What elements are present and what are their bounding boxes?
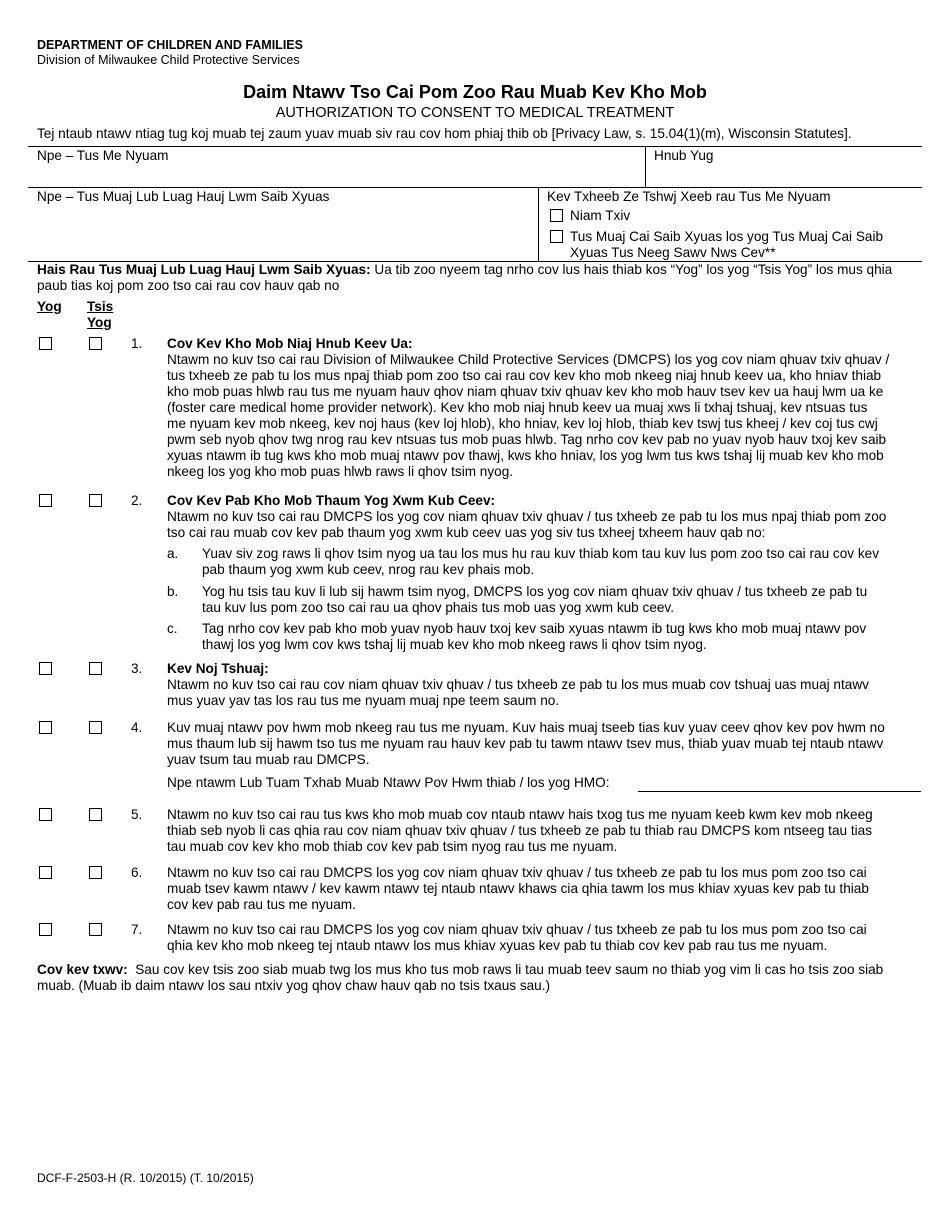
item-3-yes-checkbox[interactable] xyxy=(39,662,52,675)
form-id: DCF-F-2503-H (R. 10/2015) (T. 10/2015) xyxy=(37,1171,254,1185)
item-4-text xyxy=(167,720,912,768)
item-2-number: 2. xyxy=(131,493,143,508)
item-2-no-checkbox[interactable] xyxy=(89,494,102,507)
text-line: Ntawm no kuv tso cai rau DMCPS los yog cov niam qhuav txiv qhuav / tus txheeb ze pab tu los mus pom zoo tso cai xyxy=(167,865,867,880)
restrictions-line-1 xyxy=(37,962,917,978)
item-4-no-checkbox[interactable] xyxy=(89,721,102,734)
item-2a-text xyxy=(202,546,914,578)
item-2a-letter: a. xyxy=(167,546,179,561)
item-3-no-checkbox[interactable] xyxy=(89,662,102,675)
insurer-line xyxy=(638,791,921,792)
caseworker-name-field[interactable] xyxy=(46,206,532,256)
text-line: mus yuav yav tas los rau tus me nyuam muaj npe teem saum no. xyxy=(167,693,560,708)
item-7-yes-checkbox[interactable] xyxy=(39,923,52,936)
yes-column-header: Yog xyxy=(37,299,62,314)
text-line: pwm seb nyob qhov twg nrog rau kev ntsuas tus mob puas hlwb. Tag nrho cov kev pab no yuav nyob hauv txoj kev saib xyxy=(167,432,887,447)
restrictions-lead: Cov kev txwv: xyxy=(37,962,128,977)
text-line: (foster care medical home provider network). Kev kho mob niaj hnub keev ua muaj xws li txhaj tshuaj, kev ntsuas tus xyxy=(167,400,868,415)
form-title: Daim Ntawv Tso Cai Pom Zoo Rau Muab Kev Kho Mob xyxy=(243,82,707,102)
text-line: muab tsev kawm ntawv / kev kawm ntawv tej ntaub ntawv khaws cia qhia tawm los mus khiav xyuas kev pab tu thiab xyxy=(167,881,869,896)
item-2-text xyxy=(167,509,912,541)
text-line: tso cai rau muab cov kev pab thaum yog xwm kub ceev uas yog siv tus txheej txheem hauv qab no: xyxy=(167,525,766,540)
item-3-heading: Kev Noj Tshuaj: xyxy=(167,661,269,676)
insurer-label: Npe ntawm Lub Tuam Txhab Muab Ntawv Pov Hwm thiab / los yog HMO: xyxy=(167,775,610,790)
text-line: Kuv muaj ntawv pov hwm mob nkeeg rau tus me nyuam. Kuv hais muaj tseeb tias kuv yuav ceev qhov kev pov hwm no xyxy=(167,720,885,735)
item-5-text xyxy=(167,807,912,855)
text-line: qhia kev kho mob nkeeg tej ntaub ntawv los mus khiav xyuas kev pab tu thiab cov kev pab rau tus me nyuam. xyxy=(167,938,828,953)
item-1-number: 1. xyxy=(131,336,143,351)
text-line: Ntawm no kuv tso cai rau Division of Milwaukee Child Protective Services (DMCPS) los yog cov niam qhuav txiv qhuav / xyxy=(167,352,890,367)
text-line: xyuas ntawm ib tug kws kho mob muaj ntawv pov thawj, kws kho hniav, los yog lwm tus kws tshaj lij muab kev kho mob xyxy=(167,448,884,463)
no-column-header-line1: Tsis xyxy=(87,299,114,314)
text-line: tau muab cov kev kho mob thiab cov kev pab tsim nyog rau tus me nyuam. xyxy=(167,839,618,854)
text-line: pab thaum yog xwm kub ceev, nrog rau kev phais mob. xyxy=(202,562,535,577)
legal-status-label: Kev Txheeb Ze Tshwj Xeeb rau Tus Me Nyuam xyxy=(547,189,831,204)
item-3-text xyxy=(167,677,912,709)
restrictions-text: Sau cov kev tsis zoo siab muab twg los mus kho tus mob raws li tau muab teev saum no thiab yog vim li cas ho tsis zoo siab xyxy=(135,962,884,977)
text-line: cov kev pab rau tus me nyuam. xyxy=(167,897,356,912)
item-7-no-checkbox[interactable] xyxy=(89,923,102,936)
text-line: Ntawm no kuv tso cai rau DMCPS los yog cov niam qhuav txiv qhuav / tus txheeb ze pab tu los mus npaj thiab pom zoo xyxy=(167,509,887,524)
guardian-checkbox[interactable] xyxy=(550,230,563,243)
text-line: tau kuv lus pom zoo tso cai rau ua qhov phais tus mob uas yog xwm kub ceev. xyxy=(202,600,674,615)
item-6-yes-checkbox[interactable] xyxy=(39,866,52,879)
restrictions-line-2: muab. (Muab ib daim ntawv los sau ntxiv yog qhov chaw hauv qab no tsis txaus sau.) xyxy=(37,978,551,993)
guardian-option-label: Tus Muaj Cai Saib Xyuas los yog Tus Muaj Cai Saib Xyuas Tus Neeg Sawv Nws Cev** xyxy=(570,229,884,260)
birth-date-label: Hnub Yug xyxy=(654,148,714,163)
restrictions-note xyxy=(37,962,917,994)
caseworker-name-label: Npe – Tus Muaj Lub Luag Hauj Lwm Saib Xyuas xyxy=(37,189,330,204)
text-line: Ntawm no kuv tso cai rau cov niam qhuav txiv qhuav / tus txheeb ze pab tu los mus muab cov tshuaj uas muaj ntawv xyxy=(167,677,869,692)
item-7-number: 7. xyxy=(131,922,143,937)
division-name: Division of Milwaukee Child Protective Services xyxy=(37,53,300,67)
item-3-number: 3. xyxy=(131,661,143,676)
item-5-number: 5. xyxy=(131,807,143,822)
item-7-text xyxy=(167,922,912,954)
privacy-notice: Tej ntaub ntawv ntiag tug koj muab tej zaum yuav muab siv rau cov hom phiaj thib ob [Privacy Law, s. 15.04(1)(m), Wisconsin Statutes]. xyxy=(37,126,852,141)
birth-date-field[interactable] xyxy=(654,164,916,184)
item-5-no-checkbox[interactable] xyxy=(89,808,102,821)
item-6-no-checkbox[interactable] xyxy=(89,866,102,879)
text-line: Yog hu tsis tau kuv li lub sij hawm tsim nyog, DMCPS los yog cov niam qhuav txiv qhuav / tus txheeb ze pab tu xyxy=(202,584,868,599)
text-line: tus txheeb ze pab tu los mus npaj thiab pom zoo tso cai rau cov kev kho mob nkeeg niaj hnub keev ua, kho hniav thiab xyxy=(167,368,882,383)
form-subtitle: AUTHORIZATION TO CONSENT TO MEDICAL TREATMENT xyxy=(275,105,675,121)
item-4-number: 4. xyxy=(131,720,143,735)
text-line: thawj los yog lwm cov kws tshaj lij muab kev kho mob nkeeg raws li qhov tsim nyog. xyxy=(202,637,707,652)
text-line: me nyuam kev mob nkeeg, kev noj haus (kev loj hlob), kho hniav, kev loj hlob, thiab kev tswj tus kheej / kev coj tus cwj xyxy=(167,416,878,431)
text-line: Yuav siv zog raws li qhov tsim nyog ua tau los mus hu rau kuv thiab kom tau kuv lus pom zoo tso cai rau cov kev xyxy=(202,546,879,561)
item-2c-text xyxy=(202,621,914,653)
item-1-text xyxy=(167,352,912,480)
item-2-heading: Cov Kev Pab Kho Mob Thaum Yog Xwm Kub Ceev: xyxy=(167,493,496,508)
text-line: Ntawm no kuv tso cai rau DMCPS los yog cov niam qhuav txiv qhuav / tus txheeb ze pab tu los mus pom zoo tso cai xyxy=(167,922,867,937)
parent-checkbox[interactable] xyxy=(550,209,563,222)
text-line: Tag nrho cov kev pab kho mob yuav nyob hauv txoj kev saib xyuas ntawm ib tug kws kho mob muaj ntawv pov xyxy=(202,621,867,636)
instructions-lead: Hais Rau Tus Muaj Lub Luag Hauj Lwm Saib Xyuas: xyxy=(37,262,371,277)
child-name-label: Npe – Tus Me Nyuam xyxy=(37,148,169,163)
item-2c-letter: c. xyxy=(167,621,178,636)
item-2b-letter: b. xyxy=(167,584,179,599)
item-2-yes-checkbox[interactable] xyxy=(39,494,52,507)
text-line: Ntawm no kuv tso cai rau tus kws kho mob muab cov ntaub ntawv hais txog tus me nyuam keeb kwm kev mob nkeeg xyxy=(167,807,873,822)
text-line: kho mob puas hlwb rau tus me nyuam hauv qhov niam qhuav txiv qhuav kev kho mob hauv tsev kev ua hauj lwm ua ke xyxy=(167,384,884,399)
item-6-text xyxy=(167,865,912,913)
child-name-field[interactable] xyxy=(46,164,636,184)
parent-option-label: Niam Txiv xyxy=(570,208,631,223)
restrictions-field[interactable] xyxy=(37,1000,917,1160)
department-name: DEPARTMENT OF CHILDREN AND FAMILIES xyxy=(37,38,303,52)
item-1-no-checkbox[interactable] xyxy=(89,337,102,350)
text-line: thiab seb nyob li cas qhia rau cov niam qhuav txiv qhuav / tus txheeb ze pab tu thiab rau DMCPS kom ntseeg tau tias xyxy=(167,823,873,838)
text-line: yuav tsum tau muab rau DMCPS. xyxy=(167,752,370,767)
item-6-number: 6. xyxy=(131,865,143,880)
text-line: nkeeg los yog kho mob puas hlwb raws li qhov tsim nyog. xyxy=(167,464,514,479)
insurer-field[interactable] xyxy=(638,772,921,790)
item-1-heading: Cov Kev Kho Mob Niaj Hnub Keev Ua: xyxy=(167,336,413,351)
no-column-header-line2: Yog xyxy=(87,315,112,330)
item-1-yes-checkbox[interactable] xyxy=(39,337,52,350)
item-2b-text xyxy=(202,584,914,616)
instructions xyxy=(37,262,917,294)
item-5-yes-checkbox[interactable] xyxy=(39,808,52,821)
item-4-yes-checkbox[interactable] xyxy=(39,721,52,734)
text-line: mus thaum lub sij hawm tso tus me nyuam rau hauv kev pab tu tawm ntawv tsev mus, thiab yuav muab tej ntaub ntawv xyxy=(167,736,884,751)
instructions-text: Ua tib zoo nyeem tag nrho cov lus hais thiab kos “Yog” los yog “Tsis Yog” los mus qhia paub tias koj pom zoo tso cai rau cov hauv qab no xyxy=(37,262,893,293)
